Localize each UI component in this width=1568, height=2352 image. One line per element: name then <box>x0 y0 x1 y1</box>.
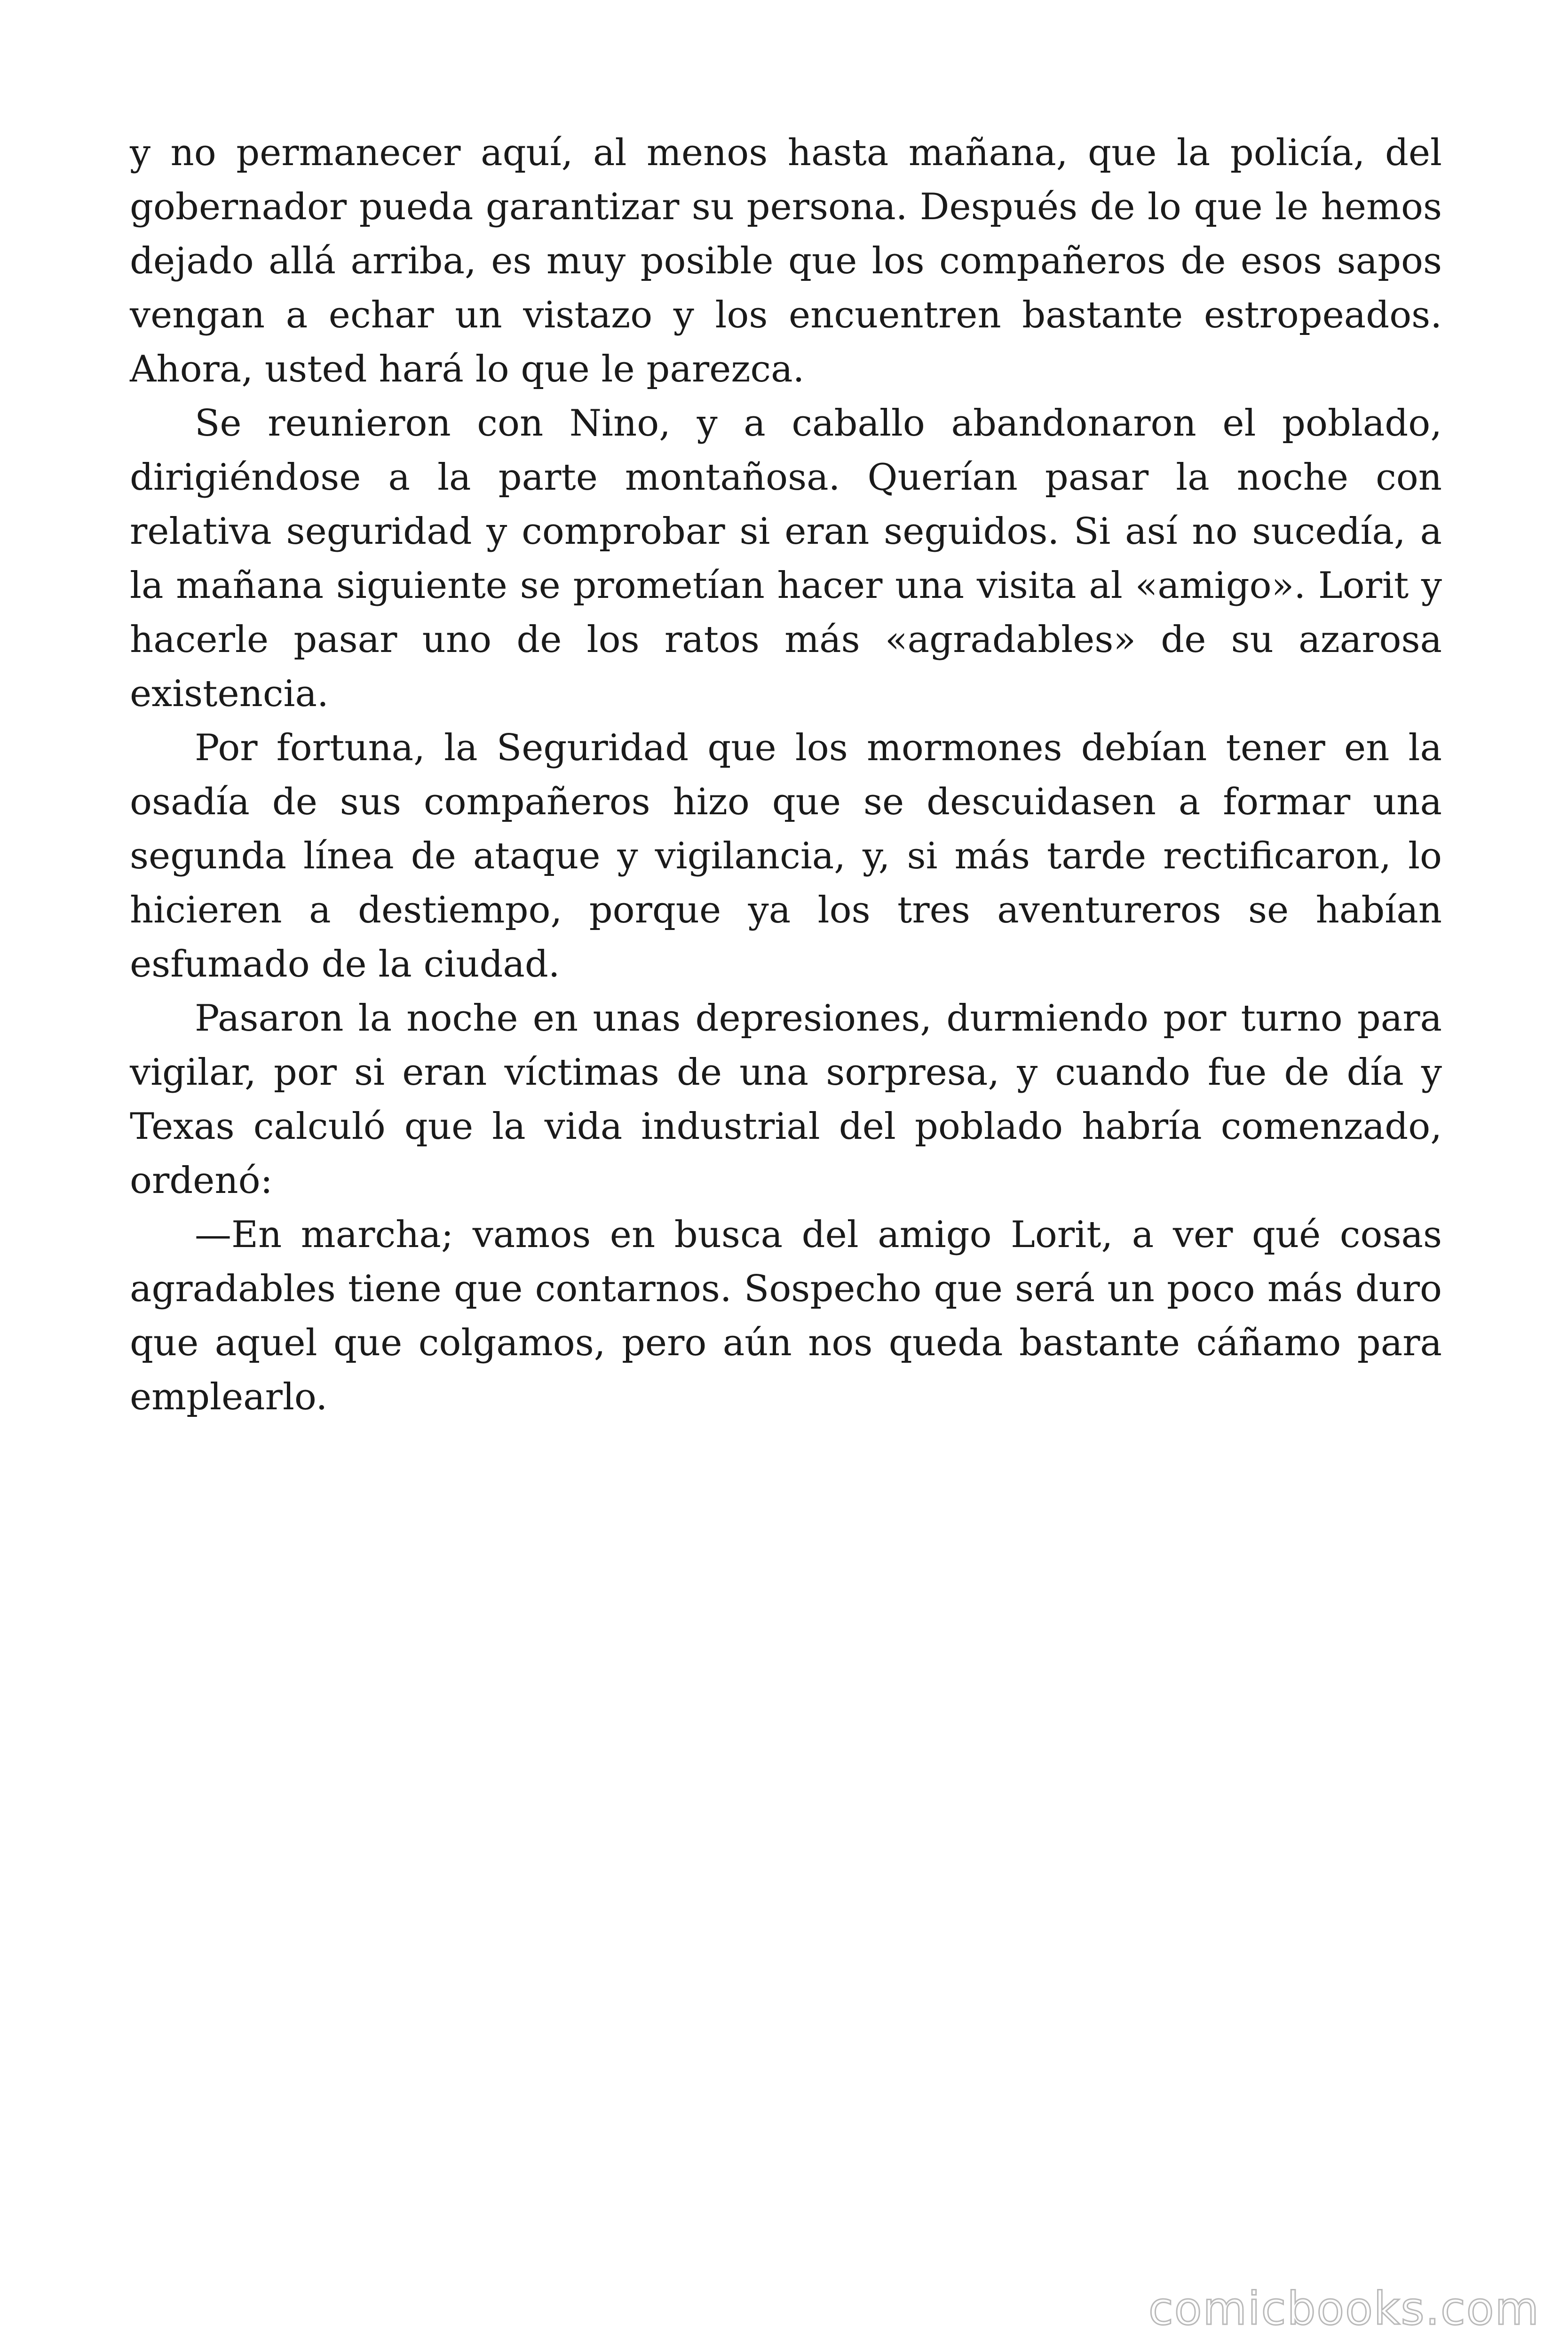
paragraph-3: Por fortuna, la Seguridad que los mormones debían tener en la osadía de sus compañeros hizo que se descuidasen a formar una segunda línea de ataque y vigilancia, y, si más tarde rectificaron, lo hicieren a destiempo, porque ya los tres aventureros se habían esfumado de la ciudad. <box>130 727 1442 985</box>
body-text <box>130 126 1442 1424</box>
paragraph-4: Pasaron la noche en unas depresiones, durmiendo por turno para vigilar, por si eran víctimas de una sorpresa, y cuando fue de día y Texas calculó que la vida industrial del poblado habría comenzado, ordenó: <box>130 997 1442 1202</box>
paragraph-1: y no permanecer aquí, al menos hasta mañana, que la policía, del gobernador pueda garantizar su persona. Después de lo que le hemos dejado allá arriba, es muy posible que los compañeros de esos sapos vengan a echar un vistazo y los encuentren bastante estropeados. Ahora, usted hará lo que le parezca. <box>130 132 1442 390</box>
paragraph-5: —En marcha; vamos en busca del amigo Lorit, a ver qué cosas agradables tiene que contarnos. Sospecho que será un poco más duro que aquel que colgamos, pero aún nos queda bastante cáñamo para emplearlo. <box>130 1214 1442 1418</box>
watermark: comicbooks.com <box>1148 2282 1540 2335</box>
paragraph-2: Se reunieron con Nino, y a caballo abandonaron el poblado, dirigiéndose a la parte montañosa. Querían pasar la noche con relativa seguridad y comprobar si eran seguidos. Si así no sucedía, a la mañana siguiente se prometían hacer una visita al «amigo». Lorit y hacerle pasar uno de los ratos más «agradables» de su azarosa existencia. <box>130 402 1442 715</box>
